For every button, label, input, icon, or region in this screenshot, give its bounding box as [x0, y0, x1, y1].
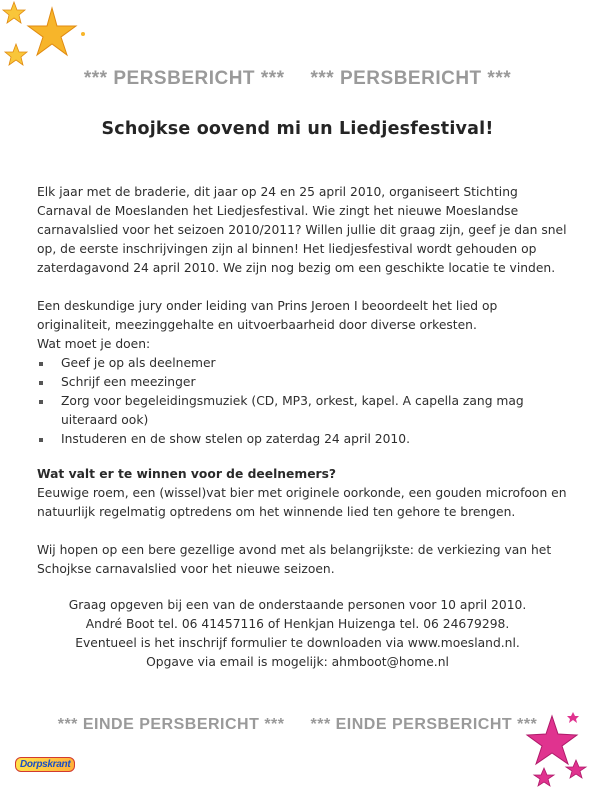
paragraph-intro: [37, 183, 572, 278]
paragraph-closing: [37, 541, 572, 579]
banner-text: *** PERSBERICHT ***: [310, 68, 512, 89]
logo: Dorpskrant: [15, 757, 75, 772]
footer-banner: [0, 716, 595, 734]
star-large-icon: [527, 716, 577, 764]
todo-heading: Wat moet je doen:: [37, 337, 151, 351]
star-small-icon: [3, 2, 25, 23]
list-item: Schrijf een meezinger: [37, 373, 572, 392]
star-small-icon: [5, 44, 27, 65]
star-small-icon: [566, 760, 586, 778]
yellow-stars-icon: [0, 0, 90, 75]
contact-line: Graag opgeven bij een van de onderstaande personen voor 10 april 2010.: [68, 598, 527, 612]
prizes-heading: Wat valt er te winnen voor de deelnemers?: [37, 467, 337, 481]
todo-list: [37, 354, 572, 449]
star-small-icon: [534, 768, 554, 786]
star-large-icon: [28, 8, 76, 55]
banner-text: *** EINDE PERSBERICHT ***: [57, 716, 285, 733]
document-title: Schojkse oovend mi un Liedjesfestival!: [101, 119, 494, 139]
paragraph-text: Wij hopen op een bere gezellige avond met als belangrijkste: de verkiezing van het Schojkse carnavalslied voor het nieuwe seizoen.: [37, 543, 552, 576]
header-banner: [0, 68, 595, 90]
banner-text: *** EINDE PERSBERICHT ***: [310, 716, 538, 733]
list-item: Instuderen en de show stelen op zaterdag 24 april 2010.: [37, 430, 572, 449]
paragraph-jury: [37, 297, 572, 449]
paragraph-prizes: [37, 465, 572, 522]
contact-line: Opgave via email is mogelijk: ahmboot@home.nl: [146, 655, 449, 669]
contact-block: [0, 596, 595, 672]
paragraph-text: Eeuwige roem, een (wissel)vat bier met originele oorkonde, een gouden microfoon en natuurlijk regelmatig optredens om het winnende lied ten gehore te brengen.: [37, 486, 567, 519]
banner-text: *** PERSBERICHT ***: [83, 68, 285, 89]
list-item: Zorg voor begeleidingsmuziek (CD, MP3, orkest, kapel. A capella zang mag uiteraard ook): [37, 392, 572, 430]
paragraph-text: Een deskundige jury onder leiding van Prins Jeroen I beoordeelt het lied op originaliteit, meezinggehalte en uitvoerbaarheid door diverse orkesten.: [37, 299, 498, 332]
list-item: Geef je op als deelnemer: [37, 354, 572, 373]
contact-line: Eventueel is het inschrijf formulier te downloaden via www.moesland.nl.: [75, 636, 520, 650]
contact-line: André Boot tel. 06 41457116 of Henkjan Huizenga tel. 06 24679298.: [85, 617, 510, 631]
paragraph-text: Elk jaar met de braderie, dit jaar op 24 en 25 april 2010, organiseert Stichting Carnaval de Moeslanden het Liedjesfestival. Wie zingt het nieuwe Moeslandse carnavalslied voor het seizoen 2010/2011? Willen jullie dit graag zijn, geef je dan snel op, de eerste inschrijvingen zijn al binnen! Het liedjesfestival wordt gehouden op zaterdagavond 24 april 2010. We zijn nog bezig om een geschikte locatie te vinden.: [37, 185, 567, 275]
pink-stars-icon: [520, 708, 595, 794]
